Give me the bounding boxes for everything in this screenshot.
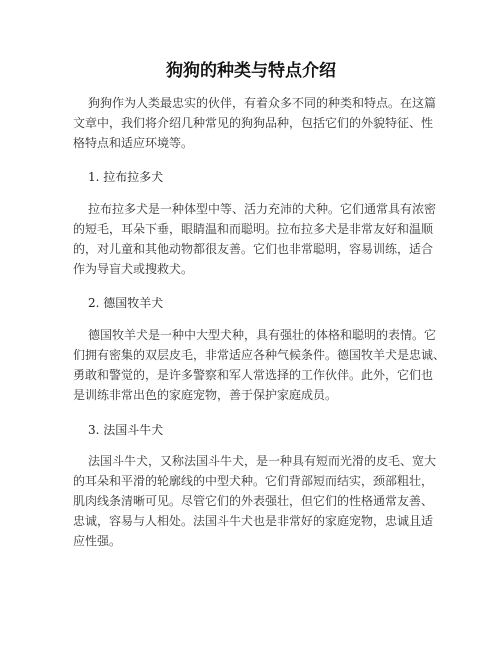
paragraph-line: 拉布拉多犬是一种体型中等、活力充沛的犬种。它们通常具有浓密 (88, 202, 437, 216)
intro-paragraph (73, 93, 443, 153)
paragraph-line: 们拥有密集的双层皮毛，非常适应各种气候条件。德国牧羊犬是忠诚、 (73, 348, 446, 362)
paragraph-line: 是训练非常出色的家庭宠物，善于保护家庭成员。 (73, 388, 338, 402)
intro-line: 文章中，我们将介绍几种常见的狗狗品种，包括它们的外貌特征、性 (73, 116, 434, 130)
page-title: 狗狗的种类与特点介绍 (166, 61, 336, 81)
section-heading-german-shepherd: 2. 德国牧羊犬 (88, 296, 164, 310)
section-paragraph-labrador (73, 199, 443, 279)
intro-line: 格特点和适应环境等。 (73, 136, 194, 150)
paragraph-line: 应性强。 (73, 534, 122, 548)
paragraph-line: 忠诚，容易与人相处。法国斗牛犬也是非常好的家庭宠物，忠诚且适 (73, 514, 434, 528)
paragraph-line: 肌肉线条清晰可见。尽管它们的外表强壮，但它们的性格通常友善、 (73, 494, 434, 508)
paragraph-line: 作为导盲犬或搜救犬。 (73, 262, 194, 276)
paragraph-line: 的，对儿童和其他动物都很友善。它们也非常聪明，容易训练，适合 (73, 242, 434, 256)
intro-line: 狗狗作为人类最忠实的伙伴，有着众多不同的种类和特点。在这篇 (88, 96, 437, 110)
section-paragraph-french-bulldog (73, 451, 443, 551)
section-heading-french-bulldog: 3. 法国斗牛犬 (88, 423, 164, 437)
section-paragraph-german-shepherd (73, 325, 446, 405)
paragraph-line: 的耳朵和平滑的轮廓线的中型犬种。它们背部短而结实，颈部粗壮， (73, 474, 434, 488)
paragraph-line: 德国牧羊犬是一种中大型犬种，具有强壮的体格和聪明的表情。它 (88, 328, 437, 342)
paragraph-line: 的短毛，耳朵下垂，眼睛温和而聪明。拉布拉多犬是非常友好和温顺 (73, 222, 434, 236)
paragraph-line: 勇敢和警觉的，是许多警察和军人常选择的工作伙伴。此外，它们也 (73, 368, 434, 382)
paragraph-line: 法国斗牛犬，又称法国斗牛犬，是一种具有短而光滑的皮毛、宽大 (88, 454, 437, 468)
section-heading-labrador: 1. 拉布拉多犬 (88, 170, 164, 184)
